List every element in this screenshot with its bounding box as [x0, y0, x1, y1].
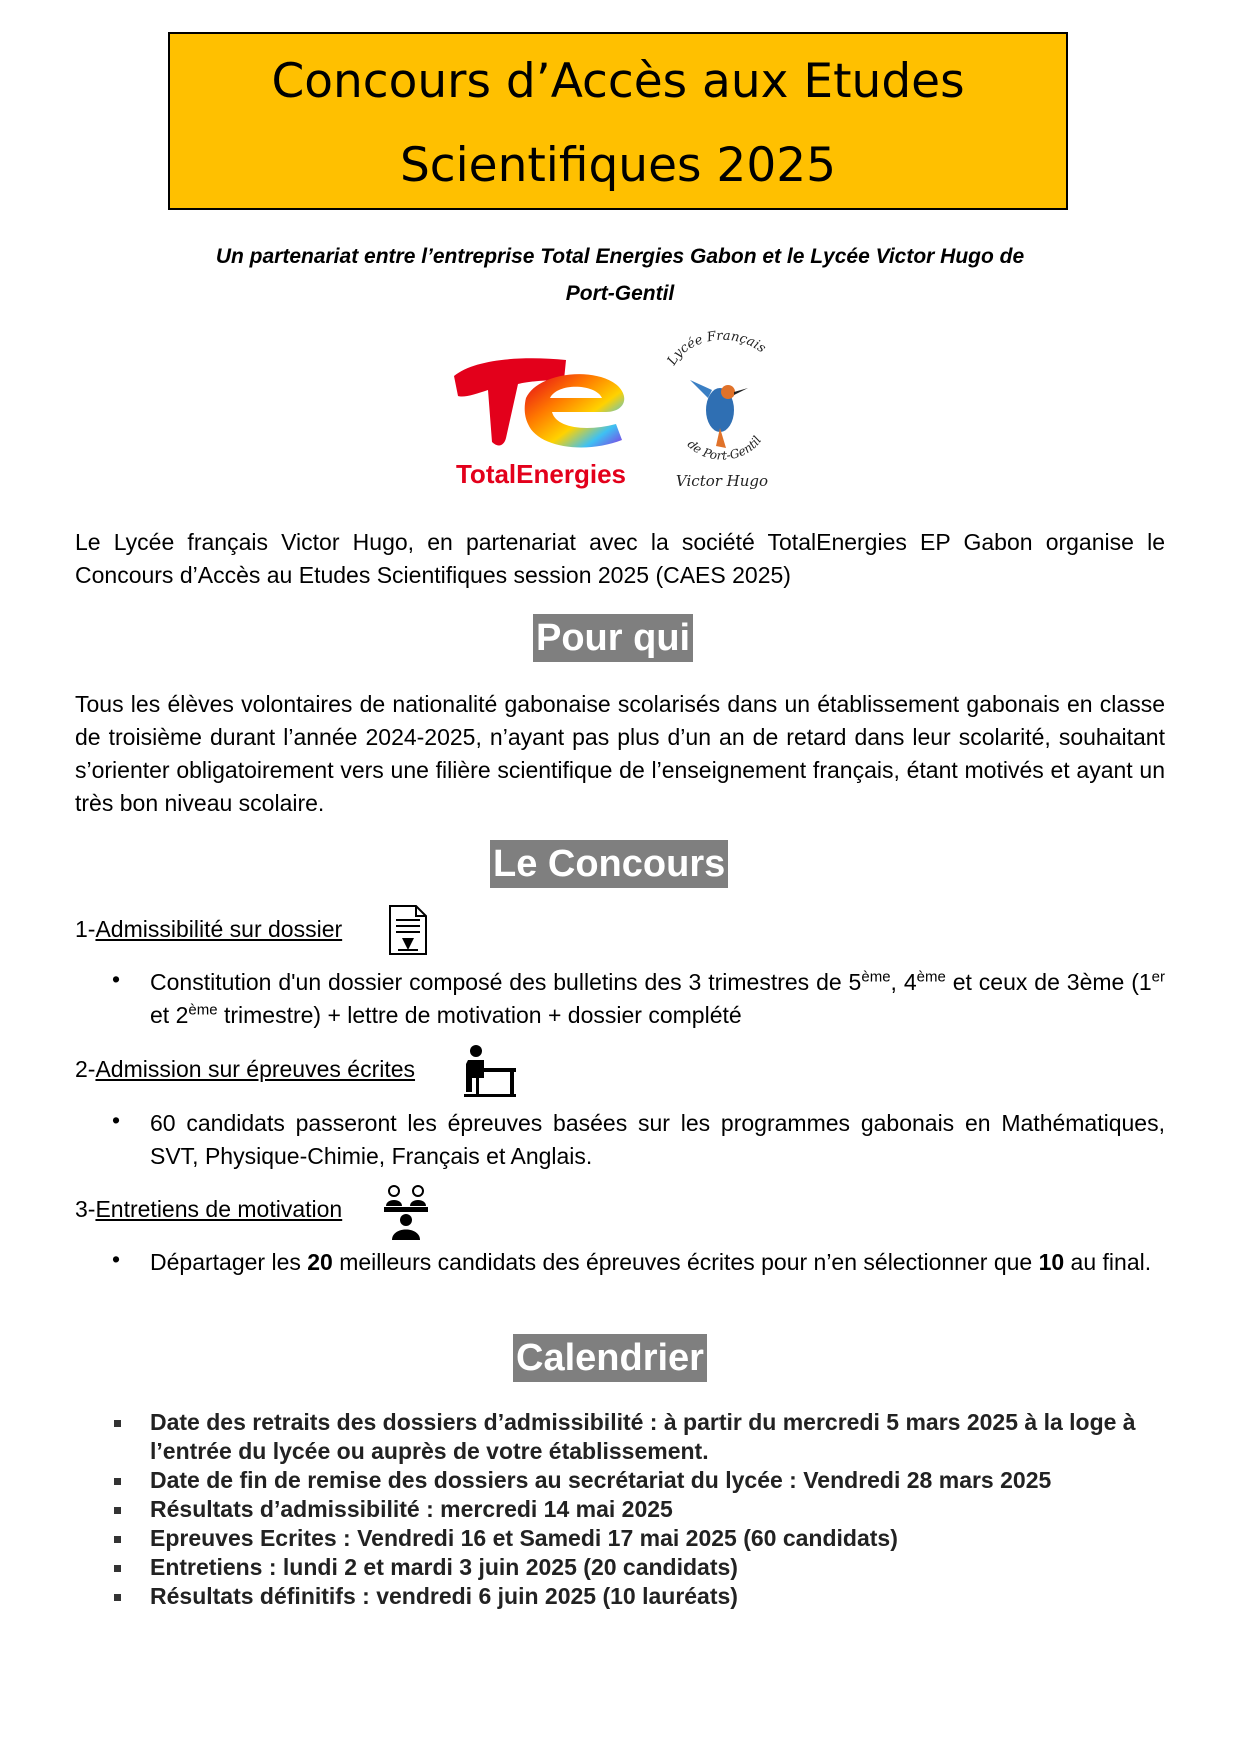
- calendar-item: Résultats définitifs : vendredi 6 juin 2025 (10 lauréats): [112, 1582, 1172, 1611]
- document-pen-icon: [388, 904, 428, 956]
- step-2-title: Admission sur épreuves écrites: [95, 1056, 416, 1082]
- lycee-victor-hugo-logo: [662, 328, 782, 500]
- calendar-list: [112, 1408, 1172, 1611]
- calendar-item: Date des retraits des dossiers d’admissibilité : à partir du mercredi 5 mars 2025 à la loge à l’entrée du lycée ou auprès de votre établissement.: [112, 1408, 1172, 1466]
- student-desk-icon: [462, 1044, 518, 1098]
- step-3-bullet: Départager les 20 meilleurs candidats des épreuves écrites pour n’en sélectionner que 10 au final.: [150, 1249, 1152, 1275]
- step-3-number: 3-: [75, 1196, 96, 1222]
- step-1-heading: [75, 914, 342, 944]
- bullet-marker: •: [112, 1246, 121, 1272]
- subtitle-line1: Un partenariat entre l’entreprise Total Energies Gabon et le Lycée Victor Hugo de: [215, 245, 1025, 268]
- pour-qui-paragraph: Tous les élèves volontaires de nationalité gabonaise scolarisés dans un établissement gabonais en classe de troisième durant l’année 2024-2025, n’ayant pas plus d’un an de retard dans leur scolarité, souhaitant s’orienter obligatoirement vers une filière scientifique de l’enseignement français, étant motivés et ayant un très bon niveau scolaire.: [75, 691, 1165, 816]
- totalenergies-logo: [446, 328, 636, 498]
- interview-icon: [382, 1184, 430, 1240]
- totalenergies-logo-text: TotalEnergies: [455, 459, 627, 489]
- step-2-number: 2-: [75, 1056, 96, 1082]
- step-2-heading: [75, 1054, 415, 1084]
- title-banner: [168, 32, 1068, 210]
- calendar-item: Date de fin de remise des dossiers au secrétariat du lycée : Vendredi 28 mars 2025: [112, 1466, 1172, 1495]
- page-title-line1: Concours d’Accès aux Etudes: [271, 54, 965, 109]
- svg-text:Lycée Français: Lycée Français: [664, 328, 769, 369]
- bullet-marker: •: [112, 966, 121, 992]
- intro-paragraph: Le Lycée français Victor Hugo, en partenariat avec la société TotalEnergies EP Gabon organise le Concours d’Accès au Etudes Scientifiques session 2025 (CAES 2025): [75, 529, 1165, 588]
- section-heading-concours: Le Concours: [490, 840, 728, 888]
- svg-text:Victor Hugo: Victor Hugo: [675, 472, 769, 490]
- step-2-bullet: 60 candidats passeront les épreuves basées sur les programmes gabonais en Mathématiques, SVT, Physique-Chimie, Français et Anglais.: [150, 1110, 1165, 1169]
- subtitle: [100, 238, 1140, 312]
- calendar-item: Epreuves Ecrites : Vendredi 16 et Samedi 17 mai 2025 (60 candidats): [112, 1524, 1172, 1553]
- step-1-title: Admissibilité sur dossier: [95, 916, 343, 942]
- step-1-number: 1-: [75, 916, 96, 942]
- bullet-marker: •: [112, 1107, 121, 1133]
- calendar-item: Résultats d’admissibilité : mercredi 14 mai 2025: [112, 1495, 1172, 1524]
- step-3-heading: [75, 1194, 342, 1224]
- calendar-item: Entretiens : lundi 2 et mardi 3 juin 2025 (20 candidats): [112, 1553, 1172, 1582]
- subtitle-line2: Port-Gentil: [565, 282, 675, 305]
- svg-text:de Port-Gentil: de Port-Gentil: [684, 433, 765, 463]
- step-1-bullet: Constitution d'un dossier composé des bulletins des 3 trimestres de 5ème, 4ème et ceux de 3ème (1er et 2ème trimestre) + lettre de motivation + dossier complété: [150, 968, 1165, 1028]
- section-heading-calendrier: Calendrier: [513, 1334, 707, 1382]
- step-3-title: Entretiens de motivation: [95, 1196, 343, 1222]
- page-title-line2: Scientifiques 2025: [399, 138, 837, 193]
- section-heading-pour-qui: Pour qui: [533, 614, 693, 662]
